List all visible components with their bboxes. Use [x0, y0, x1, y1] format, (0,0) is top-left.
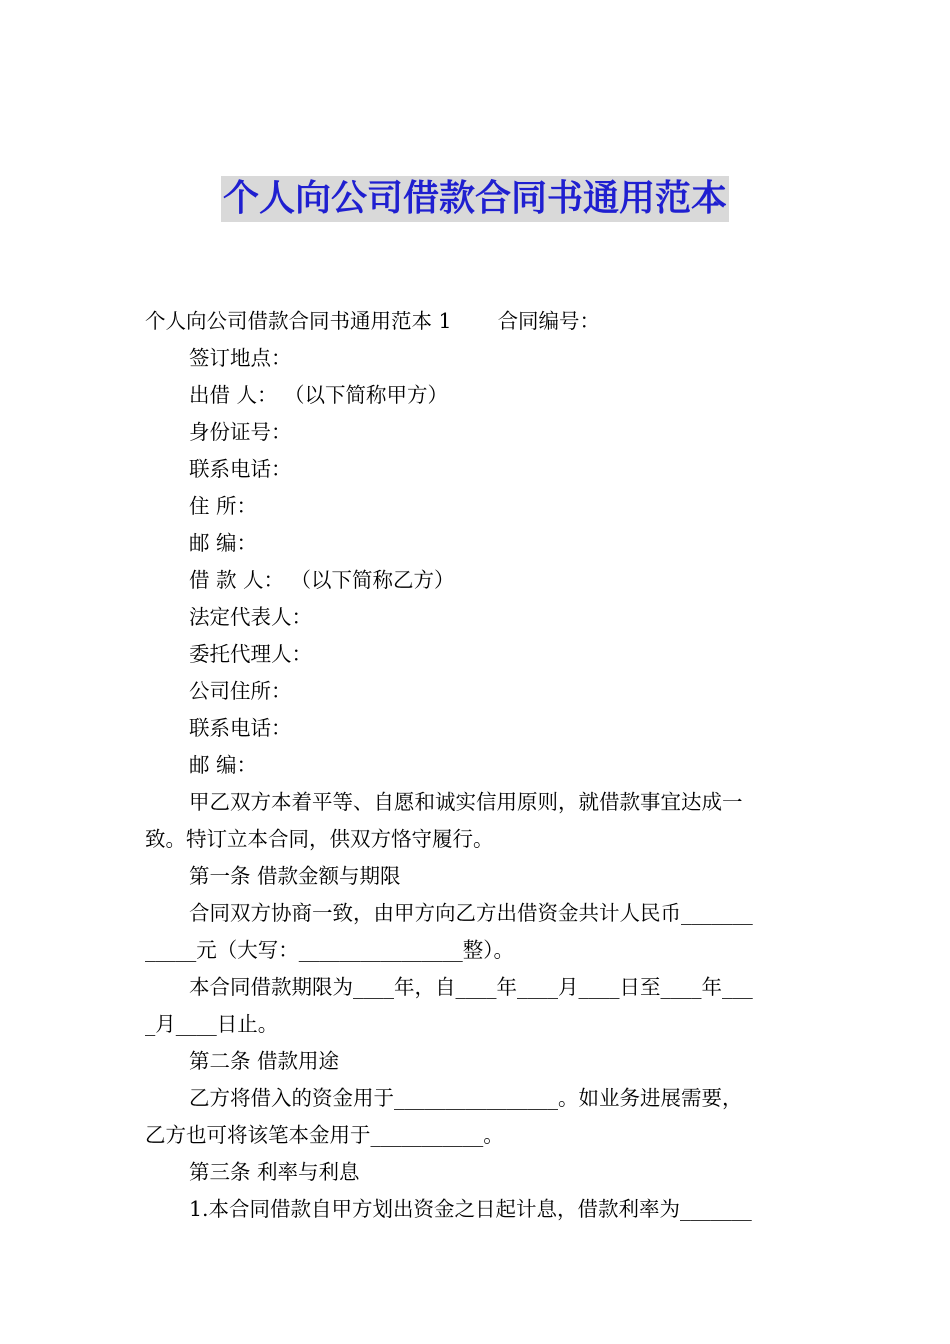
intro-title: 个人向公司借款合同书通用范本 1 [145, 309, 452, 333]
borrower-postcode-line: 邮 编： [189, 753, 258, 777]
id-number-line: 身份证号： [189, 420, 292, 444]
borrower-line: 借 款 人： （以下简称乙方） [189, 568, 455, 592]
borrower-phone-line: 联系电话： [189, 716, 292, 740]
lender-address-line: 住 所： [189, 494, 258, 518]
article1-amount-line-1: 合同双方协商一致，由甲方向乙方出借资金共计人民币_______ [189, 901, 753, 925]
document-title: 个人向公司借款合同书通用范本 [221, 176, 729, 222]
lender-phone-line: 联系电话： [189, 457, 292, 481]
agent-line: 委托代理人： [189, 642, 312, 666]
article3-interest-line-1: 1.本合同借款自甲方划出资金之日起计息，借款利率为_______ [189, 1197, 752, 1221]
legal-representative-line: 法定代表人： [189, 605, 312, 629]
article2-purpose-line-2: 乙方也可将该笔本金用于___________。 [145, 1123, 504, 1147]
principle-paragraph-line-2: 致。特订立本合同，供双方恪守履行。 [145, 827, 494, 851]
article3-heading: 第三条 利率与利息 [189, 1160, 360, 1184]
intro-line [145, 303, 810, 340]
title-container [0, 176, 950, 222]
article1-heading: 第一条 借款金额与期限 [189, 864, 401, 888]
document-body [145, 303, 810, 1228]
lender-line: 出借 人： （以下简称甲方） [189, 383, 449, 407]
article1-amount-line-2: _____元（大写：________________整）。 [145, 938, 514, 962]
contract-number-label: 合同编号： [497, 309, 601, 333]
article1-term-line-1: 本合同借款期限为____年，自____年____月____日至____年___ [189, 975, 753, 999]
signing-place-line: 签订地点： [189, 346, 292, 370]
article1-term-line-2: _月____日止。 [145, 1012, 279, 1036]
article2-heading: 第二条 借款用途 [189, 1049, 340, 1073]
article2-purpose-line-1: 乙方将借入的资金用于________________。如业务进展需要， [189, 1086, 743, 1110]
company-address-line: 公司住所： [189, 679, 292, 703]
lender-postcode-line: 邮 编： [189, 531, 258, 555]
principle-paragraph-line-1: 甲乙双方本着平等、自愿和诚实信用原则，就借款事宜达成一 [189, 790, 743, 814]
